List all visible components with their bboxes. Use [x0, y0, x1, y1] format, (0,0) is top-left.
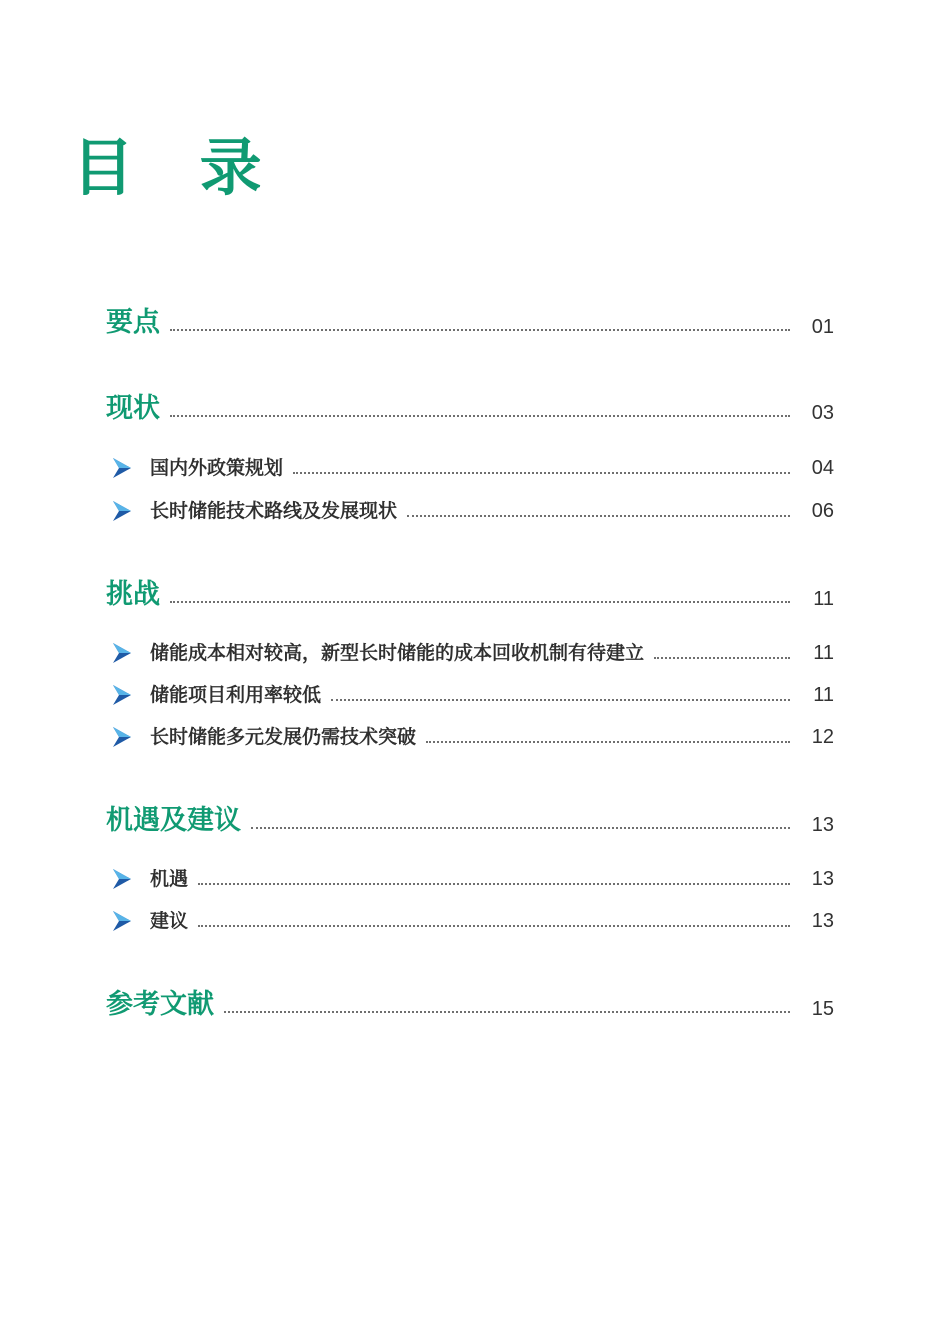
toc-page-number: 11 [813, 642, 834, 664]
page-title: 目 录 [72, 131, 284, 204]
toc-page-number: 06 [811, 500, 834, 522]
dot-leader [407, 515, 790, 517]
toc-section-highlights[interactable] [106, 306, 834, 340]
toc-page-number: 11 [813, 684, 834, 706]
toc-page-number: 13 [811, 814, 834, 836]
toc-section-references[interactable] [106, 988, 834, 1022]
toc-subsection-label: 储能项目利用率较低 [150, 684, 322, 706]
arrow-right-icon [112, 500, 132, 522]
toc-subsection-label: 长时储能技术路线及发展现状 [150, 500, 398, 522]
dot-leader [293, 472, 790, 474]
toc-subsection-label: 国内外政策规划 [150, 457, 284, 479]
toc-subsection-tech-breakthrough[interactable] [112, 724, 834, 750]
arrow-right-icon [112, 726, 132, 748]
arrow-right-icon [112, 642, 132, 664]
dot-leader [170, 601, 790, 603]
toc-page-number: 04 [811, 457, 834, 479]
dot-leader [224, 1011, 790, 1013]
toc-subsection-label: 机遇 [150, 868, 189, 890]
toc-section-label: 现状 [106, 393, 160, 424]
dot-leader [170, 329, 790, 331]
arrow-right-icon [112, 684, 132, 706]
toc-section-label: 挑战 [106, 579, 160, 610]
toc-section-label: 要点 [106, 307, 160, 338]
arrow-right-icon [112, 910, 132, 932]
toc-subsection-label: 储能成本相对较高，新型长时储能的成本回收机制有待建立 [150, 642, 645, 664]
toc-page-number: 03 [811, 402, 834, 424]
toc-subsection-policy-planning[interactable] [112, 455, 834, 481]
dot-leader [331, 699, 790, 701]
dot-leader [426, 741, 790, 743]
dot-leader [170, 415, 790, 417]
arrow-right-icon [112, 457, 132, 479]
arrow-right-icon [112, 868, 132, 890]
toc-page-number: 13 [811, 868, 834, 890]
toc-page-number: 01 [811, 316, 834, 338]
toc-section-challenges[interactable] [106, 578, 834, 612]
toc-subsection-opportunity[interactable] [112, 866, 834, 892]
toc-subsection-utilization[interactable] [112, 682, 834, 708]
toc-subsection-tech-routes[interactable] [112, 498, 834, 524]
toc-subsection-suggestions[interactable] [112, 908, 834, 934]
toc-section-opportunities[interactable] [106, 804, 834, 838]
dot-leader [198, 883, 790, 885]
dot-leader [198, 925, 790, 927]
toc-subsection-cost[interactable] [112, 640, 834, 666]
toc-subsection-label: 建议 [150, 910, 189, 932]
toc-page-number: 11 [813, 588, 834, 610]
toc-section-label: 机遇及建议 [106, 805, 241, 836]
toc-section-status[interactable] [106, 392, 834, 426]
toc-page-number: 15 [811, 998, 834, 1020]
toc-subsection-label: 长时储能多元发展仍需技术突破 [150, 726, 417, 748]
dot-leader [251, 827, 790, 829]
toc-page-number: 12 [811, 726, 834, 748]
toc-section-label: 参考文献 [106, 989, 214, 1020]
dot-leader [654, 657, 790, 659]
toc-page-number: 13 [811, 910, 834, 932]
